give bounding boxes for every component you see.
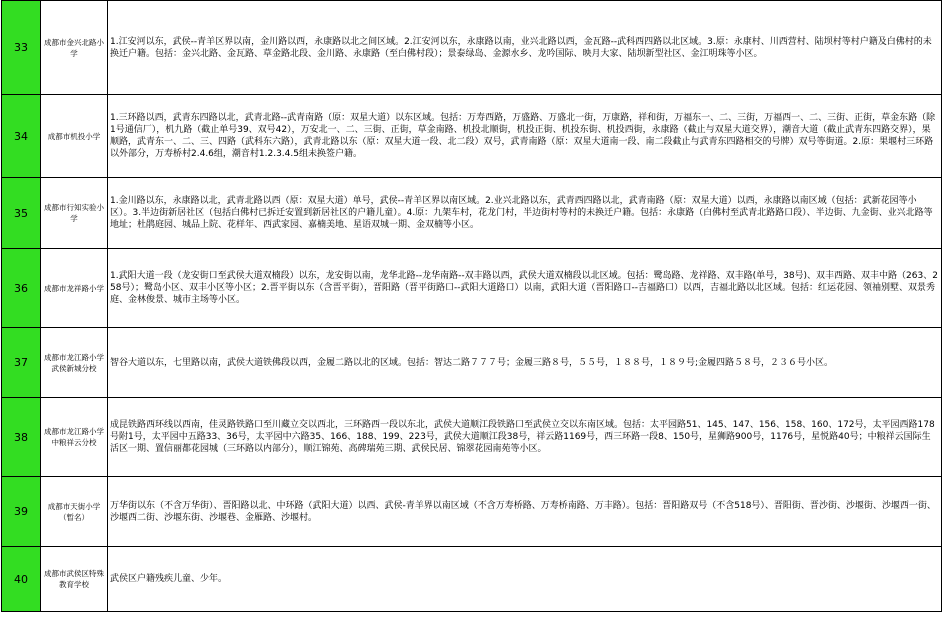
school-name: 成都市金兴北路小学 bbox=[41, 1, 108, 95]
table-row bbox=[2, 95, 942, 178]
school-name: 成都市龙江路小学中粮祥云分校 bbox=[41, 398, 108, 477]
row-number: 33 bbox=[2, 1, 41, 95]
row-number: 38 bbox=[2, 398, 41, 477]
district-description: 1.武阳大道一段（龙安街口至武侯大道双楠段）以东，龙安街以南，龙华北路--龙华南路--双丰路以西，武侯大道双楠段以北区域。包括：鹭岛路、龙祥路、双丰路(单号，38号)、双丰西路、双丰中路（263、258号）；鹭岛小区、双丰小区等小区；2.晋平街以东（含晋平街），晋阳路（晋平街路口--武阳大道路口）以南，武阳大道（晋阳路口--吉福路口）以西，吉福北路以北区域。包括：红运花园、领袖别墅、双景秀庭、金林俊景、城市主场等小区。 bbox=[108, 249, 942, 328]
district-description: 万华街以东（不含万华街）、晋阳路以北、中环路（武阳大道）以西、武侯-青羊界以南区域（不含万寿桥路、万寿桥南路、万丰路）。包括：晋阳路双号（不含518号）、晋阳街、晋沙街、沙堰街、沙堰西一街、沙堰西二街、沙堰东街、沙堰巷、金雁路、沙堰村。 bbox=[108, 477, 942, 547]
district-description: 1.三环路以西，武青东四路以北，武青北路--武青南路（原：双星大道）以东区域。包括：万寿西路，万盛路、万盛北一街，万康路，祥和街，万福东一、二、三街，万福西一、二、三街、正街，草金东路（除1号通信厂），机九路（截止单号39、双号42），万安北一、二、三街、正街，草金南路、机投北顺街，机投正街、机投东街、机投西街，永康路（截止与双星大道交界），潮音大道（截止武青东四路交界），果顺路，武青东一、二、三、四路（武科东六路），武青北路以东（原：双星大道一段、北二段）双号，武青南路（原：双星大道南一段、南二段截止与武青东四路相交的号牌）双号等街道。2.原：果堰村三环路以外部分，万寿桥村2.4.6组，潮音村1.2.3.4.5组未换签户籍。 bbox=[108, 95, 942, 178]
row-number: 39 bbox=[2, 477, 41, 547]
table-row bbox=[2, 398, 942, 477]
district-description: 智谷大道以东，七里路以南，武侯大道铁佛段以西，金履二路以北的区域。包括：智达二路７７７号；金履三路８号，５５号，１８８号，１８９号;金履四路５８号，２３６号小区。 bbox=[108, 328, 942, 398]
table-row bbox=[2, 477, 942, 547]
school-name: 成都市龙祥路小学 bbox=[41, 249, 108, 328]
school-district-table bbox=[1, 0, 942, 612]
district-description: 成昆铁路西环线以西南，佳灵路铁路口至川藏立交以西北，三环路西一段以东北，武侯大道顺江段铁路口至武侯立交以东南区域。包括：太平园路51、145、147、156、158、160、172号，太平园西路178号附1号，太平园中五路33、36号，太平园中六路35、166、188、199、223号，武侯大道顺江段38号，祥云路1169号，西三环路一段8、150号，星狮路900号，1176号，星悦路40号；中粮祥云国际生活区一期、置信丽都花园城（三环路以内部分），顺江锦苑、高碑瑞苑三期、武侯民居、锦翠花园南苑等小区。 bbox=[108, 398, 942, 477]
school-name: 成都市天街小学（暂名） bbox=[41, 477, 108, 547]
row-number: 34 bbox=[2, 95, 41, 178]
row-number: 40 bbox=[2, 547, 41, 612]
row-number: 35 bbox=[2, 178, 41, 249]
school-name: 成都市机投小学 bbox=[41, 95, 108, 178]
school-name: 成都市行知实验小学 bbox=[41, 178, 108, 249]
table-row bbox=[2, 547, 942, 612]
table-row bbox=[2, 328, 942, 398]
table-row bbox=[2, 249, 942, 328]
district-description: 1.金川路以东，永康路以北，武青北路以西（原：双星大道）单号，武侯--青羊区界以南区域。2.业兴北路以东，武青西四路以北，武青南路（原：双星大道）以西，永康路以南区域（包括：武新花园等小区）。3.半边街新居社区（包括白佛村已拆迁安置到新居社区的户籍儿童）。4.原：九架车村，花龙门村，半边街村等村的未换迁户籍。包括：永康路（白佛村至武青北路路口段）、半边街、九金街、业兴北路等地址；杜鹃庭园、城品上院、花样年、西武家园、嘉楠美地、星语双城一期、金双楠等小区。 bbox=[108, 178, 942, 249]
table-row bbox=[2, 1, 942, 95]
table-row bbox=[2, 178, 942, 249]
row-number: 36 bbox=[2, 249, 41, 328]
row-number: 37 bbox=[2, 328, 41, 398]
school-name: 成都市龙江路小学武侯新城分校 bbox=[41, 328, 108, 398]
school-name: 成都市武侯区特殊教育学校 bbox=[41, 547, 108, 612]
district-description: 1.江安河以东，武侯--青羊区界以南，金川路以西，永康路以北之间区域。2.江安河以东，永康路以南，业兴北路以西，金瓦路--武科西四路以北区域。3.原：永康村、川西营村、陆坝村等村户籍及白佛村的未换迁户籍。包括：金兴北路、金瓦路、草金路北段、金川路、永康路（至白佛村段）；景泰绿岛、金源水乡、龙吟国际、映月大家、陆坝新型社区、金江明珠等小区。 bbox=[108, 1, 942, 95]
district-description: 武侯区户籍残疾儿童、少年。 bbox=[108, 547, 942, 612]
